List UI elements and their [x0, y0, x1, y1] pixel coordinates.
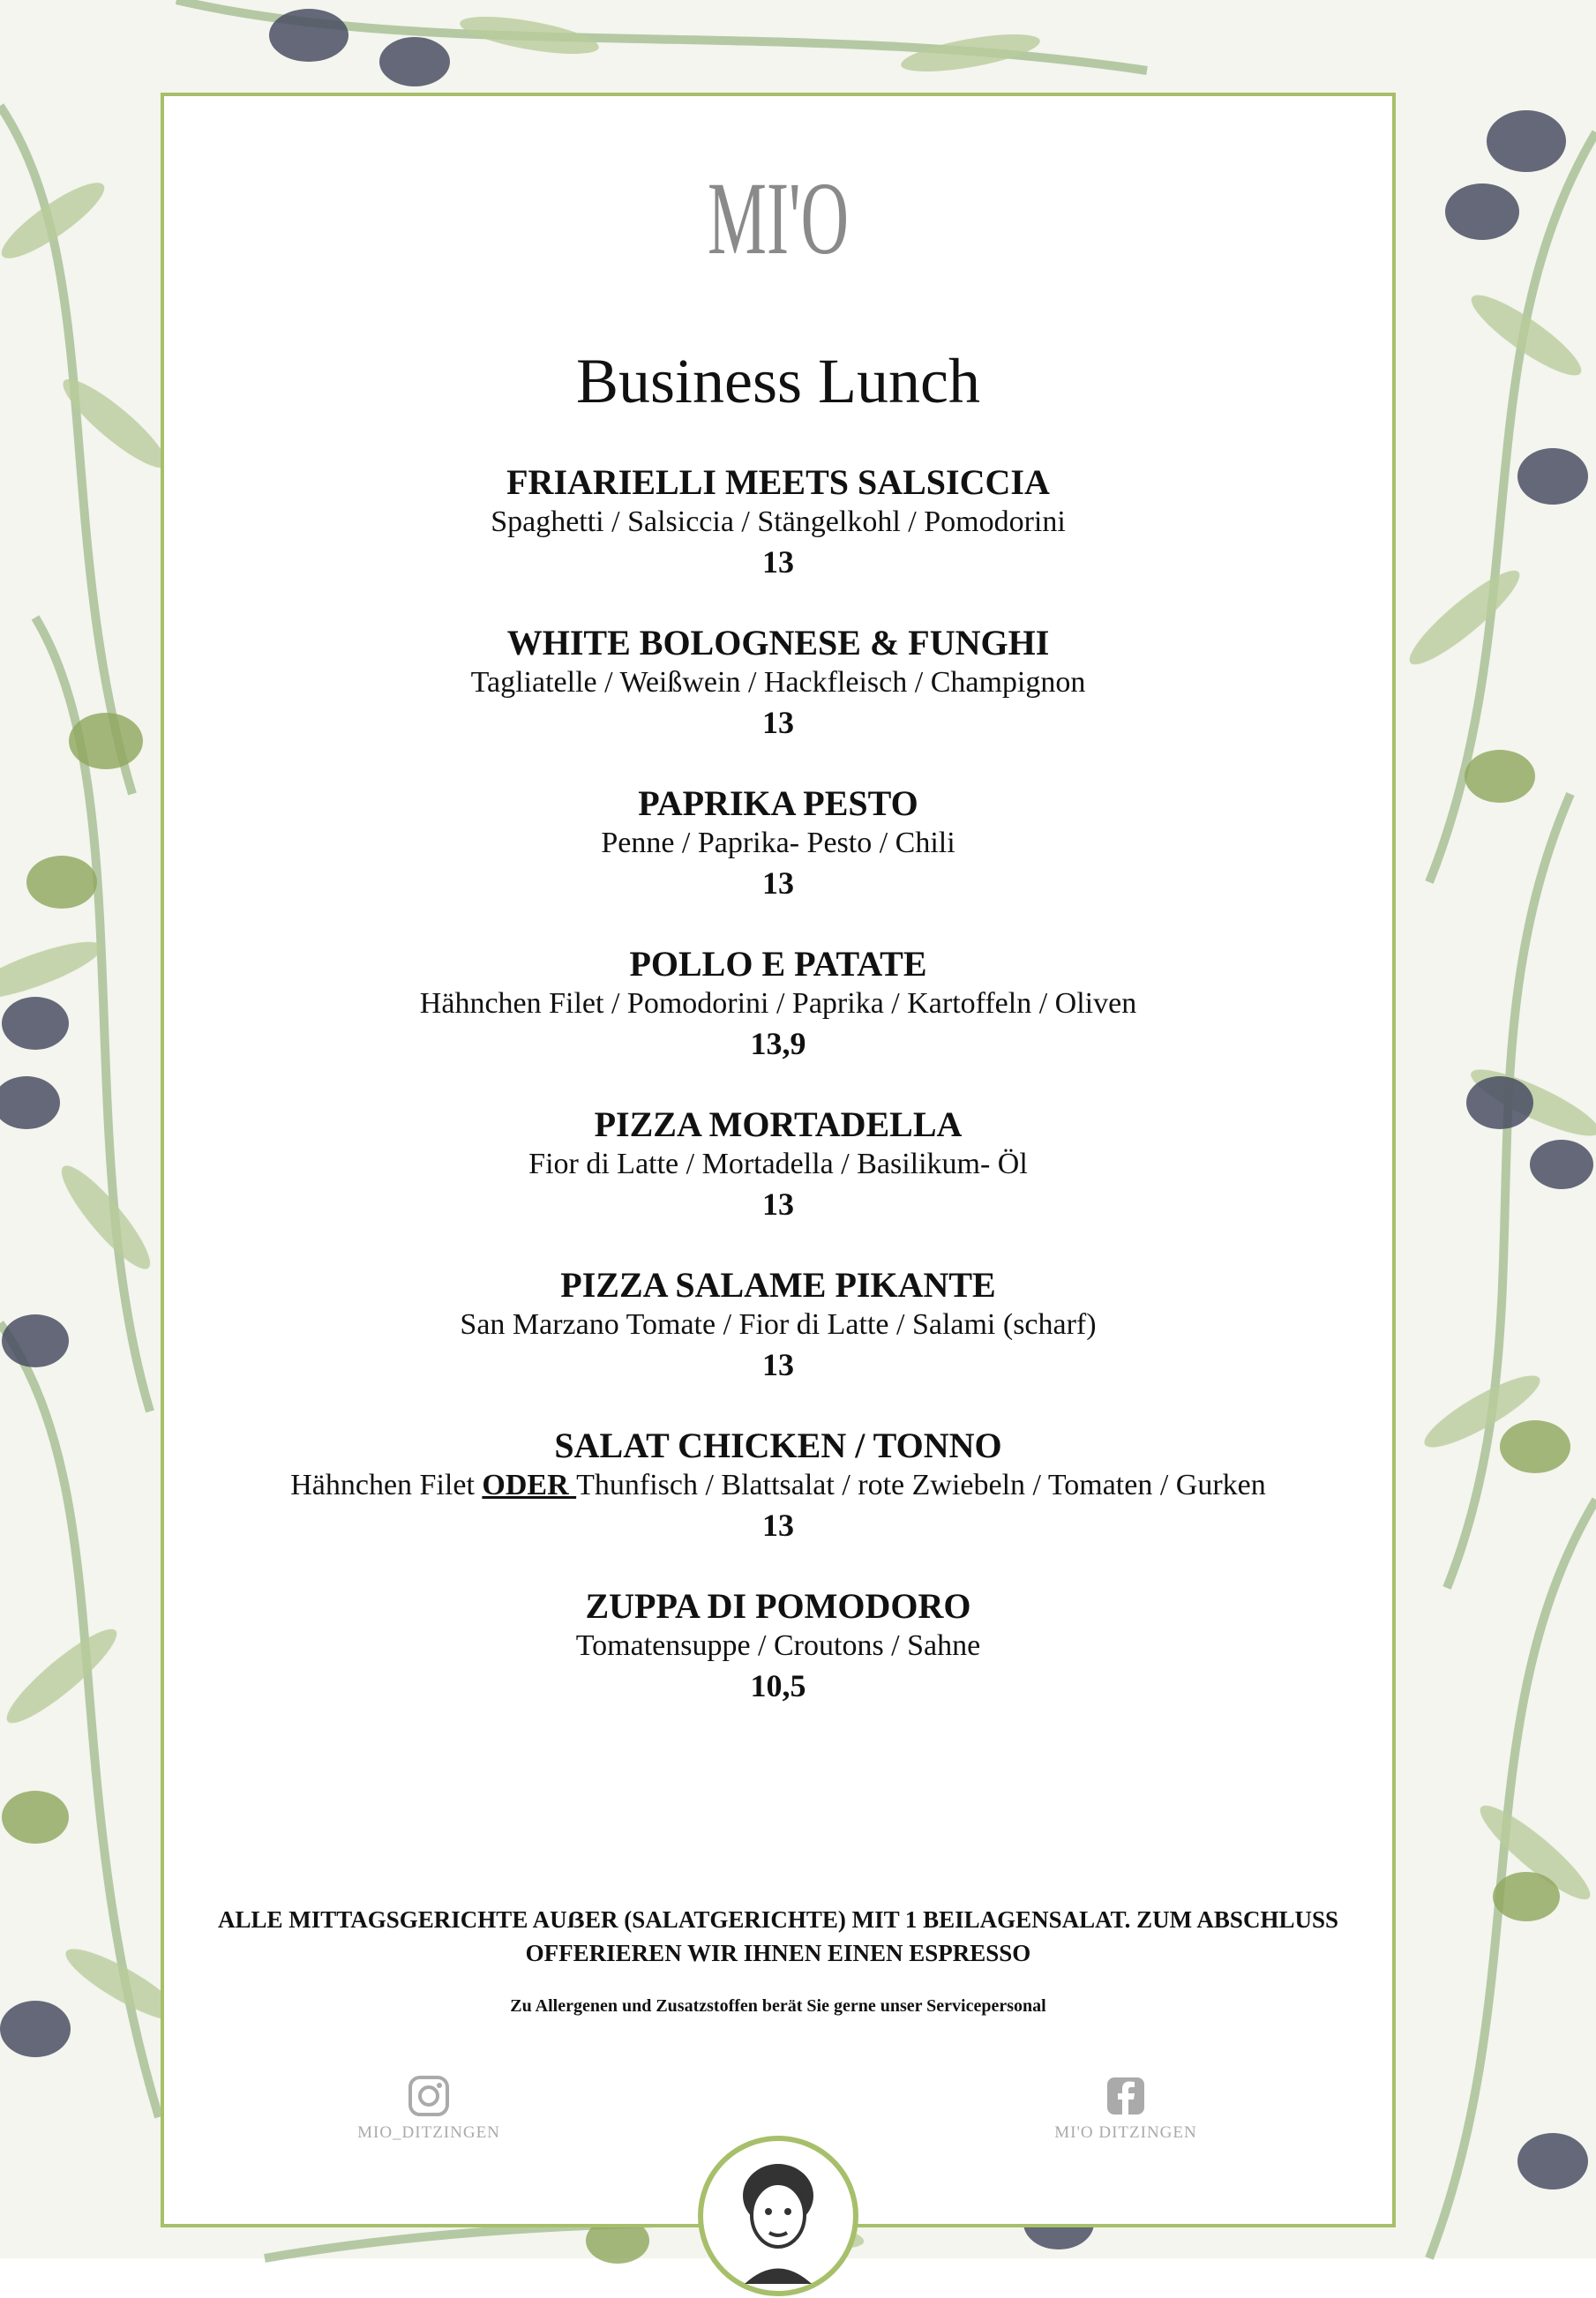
- item-price: 13: [762, 544, 794, 580]
- item-price: 13: [762, 1186, 794, 1222]
- menu-item: [164, 783, 1392, 944]
- item-name: ZUPPA DI POMODORO: [585, 1586, 971, 1626]
- facebook-handle: MI'O DITZINGEN: [1054, 2123, 1197, 2142]
- menu-item: [164, 462, 1392, 623]
- item-price: 13,9: [750, 1026, 806, 1061]
- menu-item: [164, 1426, 1392, 1586]
- item-price: 10,5: [750, 1668, 806, 1703]
- lunch-note: ALLE MITTAGSGERICHTE AUẞER (SALATGERICHTE) MIT 1 BEILAGENSALAT. ZUM ABSCHLUSS OFFERIEREN WIR IHNEN EINEN ESPRESSO: [218, 1906, 1338, 1966]
- item-price: 13: [762, 705, 794, 740]
- item-description: [164, 1466, 1392, 1505]
- menu-card: [161, 93, 1396, 2227]
- instagram-handle: MIO_DITZINGEN: [357, 2123, 500, 2142]
- item-price: 13: [762, 1347, 794, 1382]
- item-name: PAPRIKA PESTO: [638, 783, 918, 823]
- desc-emphasis: ODER: [482, 1469, 577, 1501]
- item-name: PIZZA SALAME PIKANTE: [560, 1265, 996, 1305]
- item-description: Tomatensuppe / Croutons / Sahne: [575, 1629, 981, 1662]
- facebook-link[interactable]: [1011, 2074, 1240, 2143]
- menu-item: [164, 1586, 1392, 1747]
- item-name: FRIARIELLI MEETS SALSICCIA: [506, 462, 1050, 502]
- mio-logo-icon: [699, 149, 858, 276]
- page-title: Business Lunch: [576, 346, 980, 416]
- menu-item: [164, 1265, 1392, 1426]
- instagram-link[interactable]: [323, 2074, 535, 2143]
- item-name: WHITE BOLOGNESE & FUNGHI: [506, 623, 1050, 662]
- item-name: POLLO E PATATE: [629, 944, 927, 984]
- menu-items: [164, 462, 1392, 1747]
- item-description: San Marzano Tomate / Fior di Latte / Salami (scharf): [460, 1308, 1097, 1341]
- mio-logo: [164, 149, 1392, 277]
- item-description: Spaghetti / Salsiccia / Stängelkohl / Pomodorini: [491, 505, 1066, 538]
- item-description: Penne / Paprika- Pesto / Chili: [601, 827, 955, 859]
- menu-item: [164, 944, 1392, 1104]
- allergen-note: Zu Allergenen und Zusatzstoffen berät Sie gerne unser Servicepersonal: [510, 1996, 1046, 2016]
- item-description: Hähnchen Filet / Pomodorini / Paprika / Kartoffeln / Oliven: [419, 987, 1137, 1020]
- item-name: PIZZA MORTADELLA: [594, 1104, 963, 1144]
- instagram-icon: [407, 2074, 451, 2118]
- menu-item: [164, 623, 1392, 783]
- item-name: SALAT CHICKEN / TONNO: [554, 1426, 1002, 1465]
- item-description: Fior di Latte / Mortadella / Basilikum- Öl: [528, 1148, 1028, 1180]
- logo-text: MI'O: [708, 161, 849, 276]
- desc-before: Hähnchen Filet: [290, 1469, 483, 1501]
- menu-item: [164, 1104, 1392, 1265]
- portrait-badge-icon: [696, 2134, 860, 2298]
- item-description: Tagliatelle / Weißwein / Hackfleisch / Champignon: [470, 666, 1086, 699]
- item-price: 13: [762, 1508, 794, 1543]
- desc-after: Thunfisch / Blattsalat / rote Zwiebeln / Tomaten / Gurken: [576, 1469, 1266, 1501]
- item-price: 13: [762, 865, 794, 901]
- facebook-icon: [1104, 2074, 1148, 2118]
